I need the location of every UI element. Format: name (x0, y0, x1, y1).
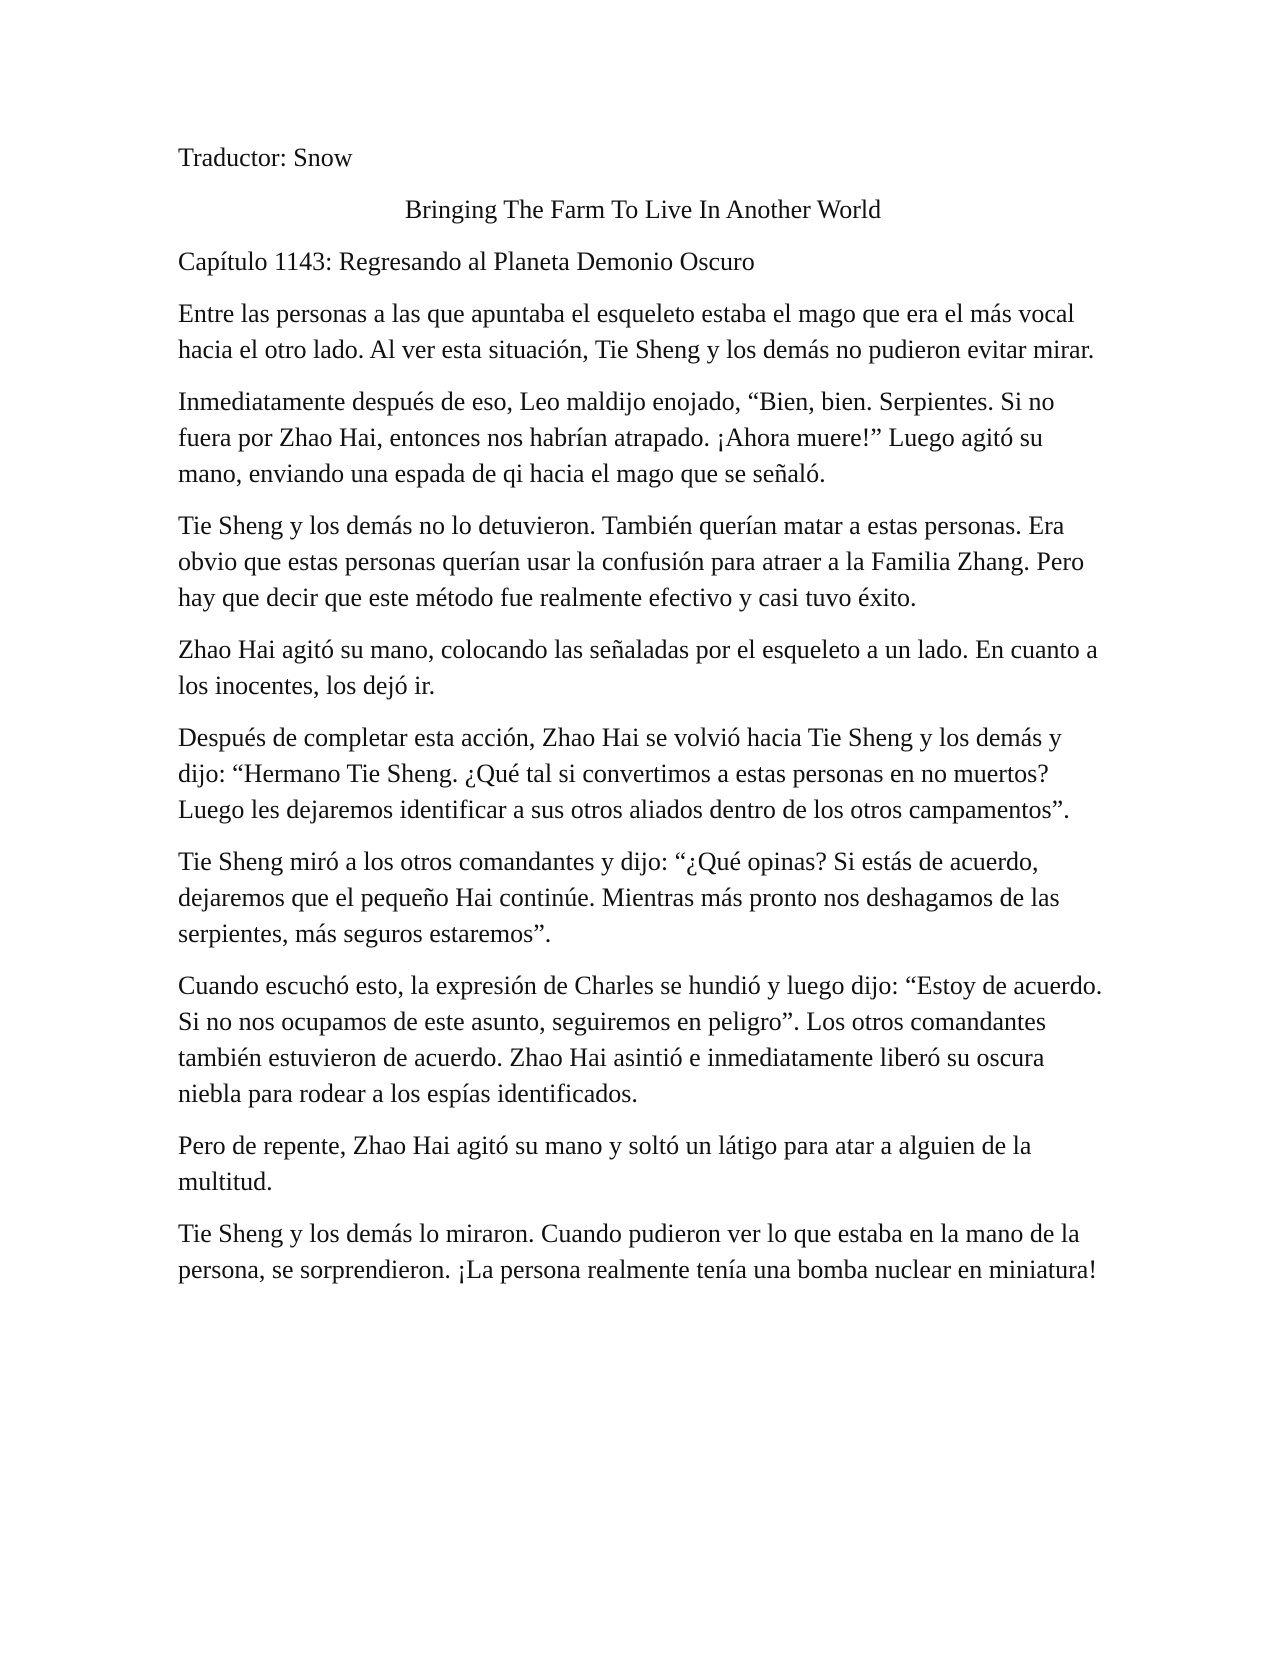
chapter-title: Capítulo 1143: Regresando al Planeta Demonio Oscuro (178, 247, 755, 276)
paragraph: Tie Sheng miró a los otros comandantes y dijo: “¿Qué opinas? Si estás de acuerdo, dejaremos que el pequeño Hai continúe. Mientras más pronto nos deshagamos de las serpientes, más seguros estaremos”. (178, 847, 1060, 948)
paragraph: Pero de repente, Zhao Hai agitó su mano y soltó un látigo para atar a alguien de la multitud. (178, 1131, 1032, 1196)
book-title: Bringing The Farm To Live In Another World (404, 195, 882, 224)
paragraph: Tie Sheng y los demás no lo detuvieron. También querían matar a estas personas. Era obvio que estas personas querían usar la confusión para atraer a la Familia Zhang. Pero hay que decir que este método fue realmente efectivo y casi tuvo éxito. (178, 511, 1085, 612)
document-page (178, 140, 1108, 1304)
paragraph: Entre las personas a las que apuntaba el esqueleto estaba el mago que era el más vocal hacia el otro lado. Al ver esta situación, Tie Sheng y los demás no pudieron evitar mirar. (178, 299, 1095, 364)
paragraph: Tie Sheng y los demás lo miraron. Cuando pudieron ver lo que estaba en la mano de la persona, se sorprendieron. ¡La persona realmente tenía una bomba nuclear en miniatura! (178, 1219, 1098, 1284)
paragraph: Zhao Hai agitó su mano, colocando las señaladas por el esqueleto a un lado. En cuanto a los inocentes, los dejó ir. (178, 635, 1098, 700)
paragraph: Cuando escuchó esto, la expresión de Charles se hundió y luego dijo: “Estoy de acuerdo. Si no nos ocupamos de este asunto, seguiremos en peligro”. Los otros comandantes también estuvieron de acuerdo. Zhao Hai asintió e inmediatamente liberó su oscura niebla para rodear a los espías identificados. (178, 971, 1103, 1108)
paragraph: Después de completar esta acción, Zhao Hai se volvió hacia Tie Sheng y los demás y dijo: “Hermano Tie Sheng. ¿Qué tal si convertimos a estas personas en no muertos? Luego les dejaremos identificar a sus otros aliados dentro de los otros campamentos”. (178, 723, 1070, 824)
translator-credit: Traductor: Snow (178, 143, 353, 172)
paragraph: Inmediatamente después de eso, Leo maldijo enojado, “Bien, bien. Serpientes. Si no fuera por Zhao Hai, entonces nos habrían atrapado. ¡Ahora muere!” Luego agitó su mano, enviando una espada de qi hacia el mago que se señaló. (178, 387, 1055, 488)
